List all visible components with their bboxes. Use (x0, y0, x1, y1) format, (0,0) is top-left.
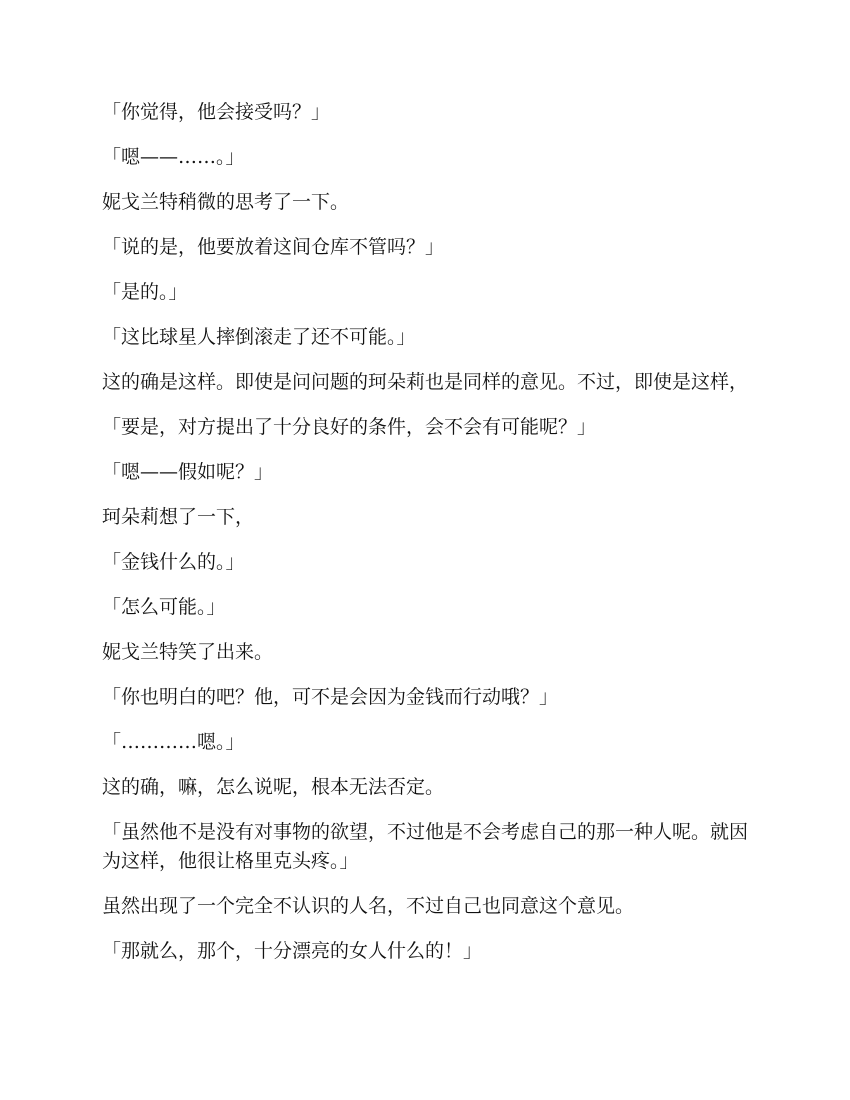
paragraph: 「虽然他不是没有对事物的欲望，不过他是不会考虑自己的那一种人呢。就因为这样，他很让格里克头疼。」 (102, 821, 749, 872)
paragraph: 「那就么，那个，十分漂亮的女人什么的！」 (102, 940, 483, 962)
paragraph: 「你觉得，他会接受吗？」 (102, 101, 331, 123)
paragraph: 妮戈兰特稍微的思考了一下。 (102, 191, 350, 213)
paragraph: 「说的是，他要放着这间仓库不管吗？」 (102, 236, 445, 258)
paragraph: 这的确是这样。即使是问问题的珂朵莉也是同样的意见。不过，即使是这样， (102, 371, 749, 393)
paragraph: 妮戈兰特笑了出来。 (102, 641, 274, 663)
paragraph: 「怎么可能。」 (102, 596, 226, 618)
text-body (102, 98, 752, 982)
paragraph: 「…………嗯。」 (102, 731, 245, 753)
paragraph: 虽然出现了一个完全不认识的人名，不过自己也同意这个意见。 (102, 895, 635, 917)
paragraph: 「要是，对方提出了十分良好的条件，会不会有可能呢？」 (102, 416, 597, 438)
paragraph: 「嗯——假如呢？」 (102, 461, 274, 483)
paragraph: 「嗯——……。」 (102, 146, 245, 168)
paragraph: 珂朵莉想了一下， (102, 506, 255, 528)
paragraph: 「你也明白的吧？他，可不是会因为金钱而行动哦？」 (102, 686, 559, 708)
paragraph: 「是的。」 (102, 281, 188, 303)
paragraph: 这的确，嘛，怎么说呢，根本无法否定。 (102, 776, 445, 798)
paragraph: 「这比球星人摔倒滚走了还不可能。」 (102, 326, 416, 348)
paragraph: 「金钱什么的。」 (102, 551, 245, 573)
